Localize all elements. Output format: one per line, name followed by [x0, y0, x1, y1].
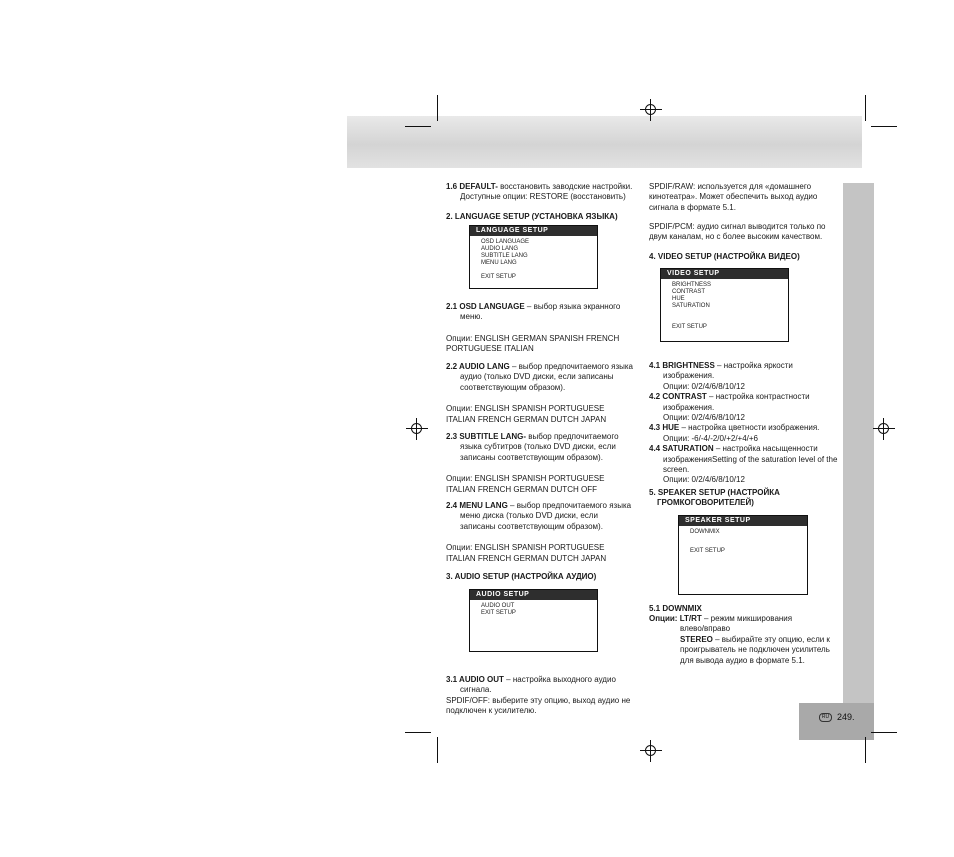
osd-desc: – выбор языка экранного	[524, 302, 621, 311]
menu-item-exit-setup[interactable]: EXIT SETUP	[481, 274, 516, 280]
audio-lang-options: Опции: ENGLISH SPANISH PORTUGUESE	[446, 404, 605, 414]
menu-item-audio-lang[interactable]: AUDIO LANG	[481, 246, 519, 252]
menu-lang-desc: – выбор предпочитаемого языка	[507, 501, 632, 510]
menu-item-exit-setup[interactable]: EXIT SETUP	[690, 548, 725, 554]
spdif-raw-line: SPDIF/RAW: используется для «домашнего	[649, 182, 812, 191]
downmix-heading: 5.1 DOWNMIX	[649, 604, 702, 613]
menu-lang-line: записаны соответствующим образом).	[460, 521, 603, 531]
language-setup-menu	[469, 225, 598, 289]
saturation-line: изображенияSetting of the saturation level of the	[663, 454, 838, 464]
osd-options: Опции: ENGLISH GERMAN SPANISH FRENCH	[446, 333, 620, 343]
crop-mark	[405, 732, 431, 733]
default-section	[446, 182, 641, 203]
menu-item-exit-setup[interactable]: EXIT SETUP	[672, 324, 707, 330]
brightness-desc: – настройка яркости	[714, 361, 793, 370]
audio-lang-term: 2.2 AUDIO LANG	[446, 362, 510, 371]
ltrt-desc: – режим микширования	[701, 614, 793, 623]
hue-desc: – настройка цветности изображения.	[679, 423, 820, 433]
contrast-desc: – настройка контрастности	[706, 392, 810, 402]
saturation-line: screen.	[663, 465, 690, 475]
audio-lang-line: аудио (только DVD диски, если записаны	[460, 372, 614, 382]
menu-lang-term: 2.4 MENU LANG	[446, 501, 508, 510]
menu-item-audio-out[interactable]: AUDIO OUT	[481, 603, 515, 609]
subtitle-lang-desc: выбор предпочитаемого	[526, 432, 619, 441]
spdif-pcm-line: SPDIF/PCM: аудио сигнал выводится только по	[649, 222, 826, 231]
stereo-line: для вывода аудио в формате 5.1.	[680, 655, 805, 665]
default-term: 1.6 DEFAULT-	[446, 182, 498, 191]
crop-mark	[865, 95, 866, 121]
hue-term: 4.3 HUE	[649, 423, 680, 433]
downmix-options-label: Опции:	[649, 614, 680, 623]
crop-mark	[871, 126, 897, 127]
speaker-heading-line: 5. SPEAKER SETUP (НАСТРОЙКА	[649, 488, 780, 497]
stereo-desc: – выбирайте эту опцию, если к	[712, 634, 830, 644]
spdif-pcm-section	[649, 222, 841, 243]
menu-item-saturation[interactable]: SATURATION	[672, 303, 710, 309]
subtitle-lang-term: 2.3 SUBTITLE LANG-	[446, 432, 527, 441]
audio-out-term: 3.1 AUDIO OUT	[446, 675, 504, 684]
crop-mark	[865, 737, 866, 763]
osd-term: 2.1 OSD LANGUAGE	[446, 302, 525, 311]
menu-item-hue[interactable]: HUE	[672, 296, 685, 302]
language-setup-heading: 2. LANGUAGE SETUP (УСТАНОВКА ЯЗЫКА)	[446, 212, 618, 221]
menu-item-contrast[interactable]: CONTRAST	[672, 289, 705, 295]
audio-out-desc: – настройка выходного аудио	[503, 675, 616, 684]
side-tab	[843, 183, 874, 703]
speaker-setup-heading	[649, 488, 839, 508]
spdif-raw-line: кинотеатра». Может обеспечить выход аудио	[649, 192, 818, 202]
contrast-line: изображения.	[663, 402, 715, 412]
brightness-section	[649, 361, 844, 486]
crop-mark	[437, 95, 438, 121]
video-setup-menu	[660, 268, 789, 342]
speaker-heading-line: ГРОМКОГОВОРИТЕЛЕЙ)	[657, 498, 754, 507]
audio-setup-heading: 3. AUDIO SETUP (НАСТРОЙКА АУДИО)	[446, 572, 597, 581]
crop-mark	[405, 126, 431, 127]
spdif-raw-line: сигнала в формате 5.1.	[649, 202, 736, 212]
osd-language-section	[446, 302, 641, 355]
menu-title: AUDIO SETUP	[470, 590, 597, 600]
stereo-term: STEREO	[680, 634, 713, 644]
crop-mark	[871, 732, 897, 733]
registration-mark-icon	[873, 418, 895, 440]
menu-item-brightness[interactable]: BRIGHTNESS	[672, 282, 712, 288]
menu-item-downmix[interactable]: DOWNMIX	[690, 529, 720, 535]
saturation-options: Опции: 0/2/4/6/8/10/12	[663, 475, 745, 485]
osd-options: PORTUGUESE ITALIAN	[446, 344, 534, 354]
audio-out-line: SPDIF/OFF: выберите эту опцию, выход аудио не	[446, 695, 631, 705]
crop-mark	[437, 737, 438, 763]
registration-mark-icon	[640, 99, 662, 121]
audio-out-line: сигнала.	[460, 685, 492, 695]
menu-title: VIDEO SETUP	[661, 269, 788, 279]
contrast-term: 4.2 CONTRAST	[649, 392, 707, 402]
subtitle-lang-line: языка субтитров (только DVD диски, если	[460, 442, 616, 452]
audio-lang-options: ITALIAN FRENCH GERMAN DUTCH JAPAN	[446, 414, 607, 424]
menu-lang-options: ITALIAN FRENCH GERMAN DUTCH JAPAN	[446, 553, 607, 563]
menu-title: LANGUAGE SETUP	[470, 226, 597, 236]
audio-lang-line: соответствующим образом).	[460, 382, 566, 392]
audio-lang-desc: – выбор предпочитаемого языка	[509, 362, 633, 371]
contrast-options: Опции: 0/2/4/6/8/10/12	[663, 413, 745, 423]
default-desc: восстановить заводские настройки.	[497, 182, 633, 191]
downmix-section	[649, 614, 844, 666]
menu-item-menu-lang[interactable]: MENU LANG	[481, 260, 517, 266]
default-options: Доступные опции: RESTORE (восстановить)	[460, 192, 626, 202]
saturation-term: 4.4 SATURATION	[649, 444, 714, 454]
osd-line: меню.	[460, 312, 483, 322]
page-number-text: 249.	[837, 712, 855, 722]
brightness-options: Опции: 0/2/4/6/8/10/12	[663, 381, 745, 391]
brightness-term: 4.1 BRIGHTNESS	[649, 361, 715, 370]
menu-lang-options: Опции: ENGLISH SPANISH PORTUGUESE	[446, 543, 605, 553]
page-number	[819, 712, 855, 722]
audio-out-line: подключен к усилителю.	[446, 706, 537, 716]
video-setup-heading: 4. VIDEO SETUP (НАСТРОЙКА ВИДЕО)	[649, 252, 800, 261]
menu-item-subtitle-lang[interactable]: SUBTITLE LANG	[481, 253, 528, 259]
language-badge: RU	[819, 713, 832, 722]
brightness-line: изображения.	[663, 371, 715, 381]
menu-item-exit-setup[interactable]: EXIT SETUP	[481, 610, 516, 616]
stereo-line: проигрыватель не подключен усилитель	[680, 645, 830, 655]
audio-setup-menu	[469, 589, 598, 652]
audio-out-section	[446, 675, 641, 717]
menu-item-osd-language[interactable]: OSD LANGUAGE	[481, 239, 530, 245]
menu-title: SPEAKER SETUP	[679, 516, 807, 526]
menu-lang-line: меню диска (только DVD диски, если	[460, 511, 598, 521]
ltrt-term: LT/RT	[679, 614, 702, 623]
subtitle-lang-options: Опции: ENGLISH SPANISH PORTUGUESE	[446, 474, 605, 484]
audio-lang-section	[446, 362, 641, 425]
spdif-pcm-line: двум каналам, но с более высоким качеством.	[649, 232, 823, 242]
menu-lang-section	[446, 501, 641, 564]
saturation-desc: – настройка насыщенности	[713, 444, 818, 454]
hue-options: Опции: -6/-4/-2/0/+2/+4/+6	[663, 433, 759, 443]
subtitle-lang-options: ITALIAN FRENCH GERMAN DUTCH OFF	[446, 484, 597, 494]
spdif-raw-section	[649, 182, 841, 213]
page-number-box	[799, 703, 874, 740]
registration-mark-icon	[406, 418, 428, 440]
speaker-setup-menu	[678, 515, 808, 595]
header-band	[347, 116, 862, 168]
subtitle-lang-section	[446, 432, 641, 495]
ltrt-line: влево/вправо	[680, 624, 731, 634]
subtitle-lang-line: записаны соответствующим образом).	[460, 452, 603, 462]
registration-mark-icon	[640, 740, 662, 762]
